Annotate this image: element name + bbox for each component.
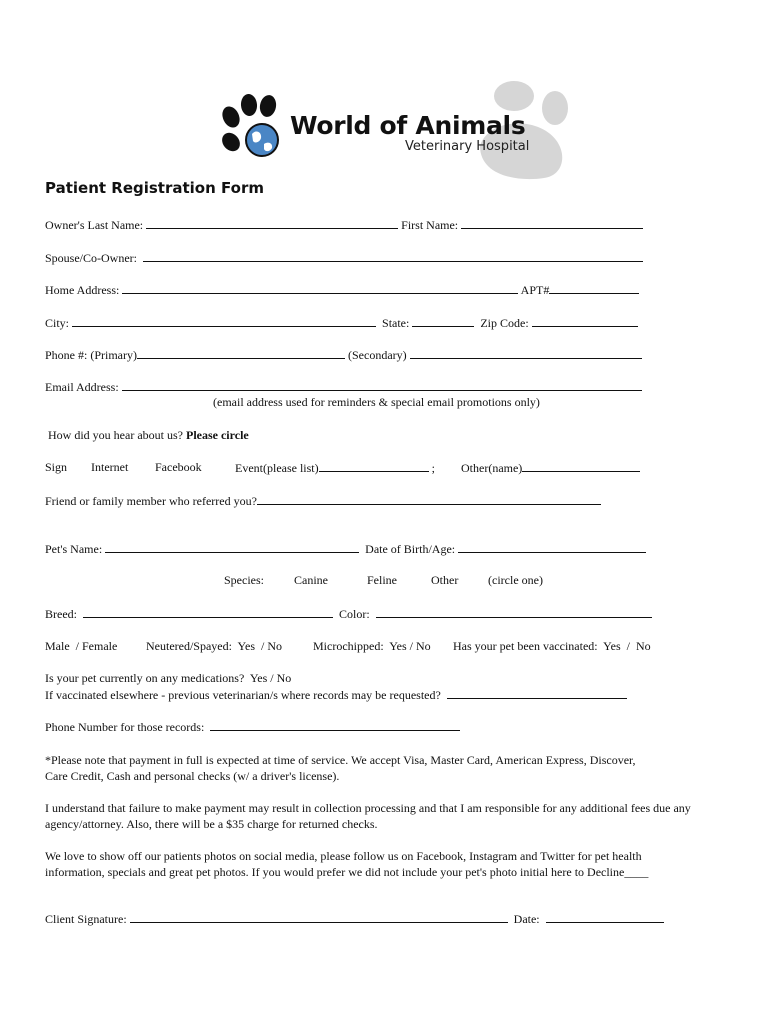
email-label: Email Address: <box>45 380 119 394</box>
referral-row <box>45 493 601 509</box>
spouse-row <box>45 250 643 266</box>
event-field[interactable] <box>319 460 429 472</box>
vaccinated-option[interactable]: Has your pet been vaccinated: Yes / No <box>453 639 651 653</box>
color-label: Color: <box>339 607 370 621</box>
dob-label: Date of Birth/Age: <box>365 542 456 556</box>
hear-prompt-label: How did you hear about us? <box>48 428 183 442</box>
logo <box>218 78 568 182</box>
other-name-field[interactable] <box>522 460 640 472</box>
vaccinated-elsewhere-row <box>45 687 627 703</box>
medications-question[interactable]: Is your pet currently on any medications? Yes / No <box>45 671 292 685</box>
breed-field[interactable] <box>83 606 333 618</box>
state-label: State: <box>382 316 410 330</box>
spouse-field[interactable] <box>143 250 643 262</box>
referral-field[interactable] <box>257 493 601 505</box>
paw-globe-icon <box>218 94 298 174</box>
logo-subtitle: Veterinary Hospital <box>405 139 530 154</box>
species-label: Species: <box>224 573 264 587</box>
pet-name-field[interactable] <box>105 541 359 553</box>
hear-prompt <box>48 428 249 443</box>
phone-row <box>45 347 642 363</box>
understand-line1: I understand that failure to make payment may result in collection processing and that I am responsible for any additional fees due any <box>45 801 691 815</box>
payment-note-line2: Care Credit, Cash and personal checks (w/ a driver's license). <box>45 769 340 783</box>
home-address-label: Home Address: <box>45 283 120 297</box>
owner-name-row <box>45 217 643 233</box>
payment-note-line1: *Please note that payment in full is expected at time of service. We accept Visa, Master Card, American Express, Discover, <box>45 753 636 767</box>
city-row <box>45 315 638 331</box>
hear-option-internet[interactable]: Internet <box>91 460 129 474</box>
date-label: Date: <box>513 912 540 926</box>
signature-field[interactable] <box>130 911 508 923</box>
dob-field[interactable] <box>458 541 646 553</box>
species-note: (circle one) <box>488 573 543 587</box>
referral-label: Friend or family member who referred you? <box>45 494 257 508</box>
species-option-canine[interactable]: Canine <box>294 573 328 587</box>
hear-option-facebook[interactable]: Facebook <box>155 460 202 474</box>
microchipped-option[interactable]: Microchipped: Yes / No <box>313 639 431 653</box>
email-field[interactable] <box>122 379 642 391</box>
zip-label: Zip Code: <box>480 316 529 330</box>
social-line2: information, specials and great pet photos. If you would prefer we did not include your pet's photo initial here to Decline____ <box>45 865 649 879</box>
owner-last-name-label: Owner's Last Name: <box>45 218 144 232</box>
records-phone-label: Phone Number for those records: <box>45 720 205 734</box>
form-title: Patient Registration Form <box>45 179 264 197</box>
sex-option[interactable]: Male / Female <box>45 639 118 653</box>
event-separator: ; <box>431 461 435 475</box>
hear-option-other <box>461 460 640 476</box>
breed-row <box>45 606 652 622</box>
spouse-label: Spouse/Co-Owner: <box>45 251 137 265</box>
color-field[interactable] <box>376 606 652 618</box>
address-row <box>45 282 639 298</box>
email-note: (email address used for reminders & special email promotions only) <box>213 395 540 409</box>
email-row <box>45 379 642 395</box>
payment-note <box>45 752 735 784</box>
phone-primary-field[interactable] <box>137 347 345 359</box>
zip-field[interactable] <box>532 315 638 327</box>
signature-label: Client Signature: <box>45 912 127 926</box>
breed-label: Breed: <box>45 607 77 621</box>
date-field[interactable] <box>546 911 664 923</box>
species-option-feline[interactable]: Feline <box>367 573 397 587</box>
phone-primary-label: Phone #: (Primary) <box>45 348 137 362</box>
signature-row <box>45 911 664 927</box>
hear-emphasis: Please circle <box>185 428 249 442</box>
species-option-other[interactable]: Other <box>431 573 459 587</box>
apt-field[interactable] <box>549 282 639 294</box>
logo-name: World of Animals <box>290 111 526 140</box>
apt-label: APT# <box>520 283 550 297</box>
state-field[interactable] <box>412 315 474 327</box>
neutered-option[interactable]: Neutered/Spayed: Yes / No <box>146 639 282 653</box>
hear-option-event-label[interactable]: Event(please list) <box>235 461 319 475</box>
first-name-label: First Name: <box>401 218 459 232</box>
first-name-field[interactable] <box>461 217 643 229</box>
hear-option-sign[interactable]: Sign <box>45 460 68 474</box>
social-note <box>45 848 735 880</box>
hear-option-other-label[interactable]: Other(name) <box>461 461 523 475</box>
city-field[interactable] <box>72 315 376 327</box>
phone-secondary-label: (Secondary) <box>348 348 407 362</box>
records-phone-row <box>45 719 460 735</box>
vaccinated-elsewhere-label: If vaccinated elsewhere - previous veterinarian/s where records may be requested? <box>45 688 441 702</box>
hear-option-event <box>235 460 435 476</box>
city-label: City: <box>45 316 70 330</box>
home-address-field[interactable] <box>122 282 518 294</box>
owner-last-name-field[interactable] <box>146 217 398 229</box>
pet-name-label: Pet's Name: <box>45 542 103 556</box>
social-line1: We love to show off our patients photos on social media, please follow us on Facebook, Instagram and Twitter for pet health <box>45 849 642 863</box>
understand-note <box>45 800 745 832</box>
phone-secondary-field[interactable] <box>410 347 642 359</box>
previous-vet-field[interactable] <box>447 687 627 699</box>
pet-name-row <box>45 541 646 557</box>
records-phone-field[interactable] <box>210 719 460 731</box>
understand-line2: agency/attorney. Also, there will be a $35 charge for returned checks. <box>45 817 378 831</box>
